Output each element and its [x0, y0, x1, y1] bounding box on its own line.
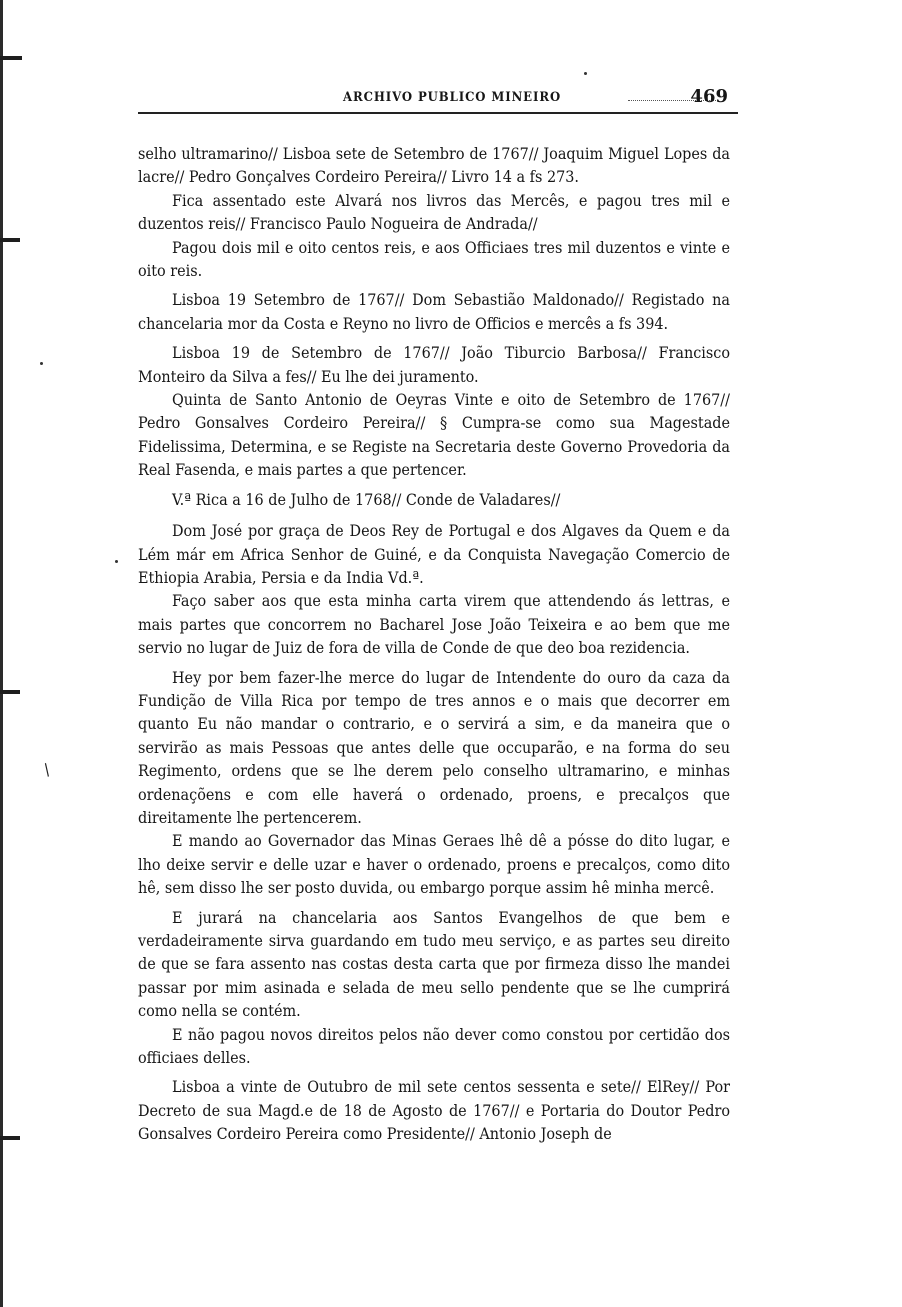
binding-edge-mark	[0, 1136, 20, 1140]
binding-edge-mark	[0, 690, 20, 694]
binding-edge-mark	[0, 56, 22, 60]
dated-signature-line: V.ª Rica a 16 de Julho de 1768// Conde de Valadares//	[172, 489, 561, 509]
binding-edge-mark	[0, 238, 20, 242]
paragraph: E mando ao Governador das Minas Geraes lhê dê a pósse do dito lugar, e lho deixe servir e delle uzar e haver o ordenado, proens e precalços, como dito hê, sem disso lhe ser posto duvida, ou embargo porque assim hê minha mercê.	[138, 831, 730, 898]
paragraph: Lisboa a vinte de Outubro de mil sete centos sessenta e sete// ElRey// Por Decreto de sua Magd.e de 18 de Agosto de 1767// e Portaria do Doutor Pedro Gonsalves Cordeiro Pereira como Presidente// Antonio Joseph de	[138, 1077, 730, 1144]
speck-mark: ∕	[39, 759, 54, 780]
paragraph: Hey por bem fazer-lhe merce do lugar de Intendente do ouro da caza da Fundição de Villa Rica por tempo de tres annos e o mais que decorrer em quanto Eu não mandar o contrario, e o servirá a sim, e da maneira que o servirão as mais Pessoas que antes delle que occuparão, e na forma do seu Regimento, ordens que se lhe derem pelo conselho ultramarino, e minhas ordenaçõens e com elle haverá o ordenado, proens, e precalços que direitamente lhe pertencerem.	[138, 667, 730, 827]
paragraph: Faço saber aos que esta minha carta virem que attendendo ás lettras, e mais partes que concorrem no Bacharel Jose João Teixeira e ao bem que me servio no lugar de Juiz de fora de villa de Conde de que deo boa rezidencia.	[138, 591, 730, 658]
paragraph: Fica assentado este Alvará nos livros das Mercês, e pagou tres mil e duzentos reis// Francisco Paulo Nogueira de Andrada//	[138, 190, 730, 234]
document-body	[138, 142, 730, 1146]
speck-mark	[584, 72, 587, 75]
paragraph: E não pagou novos direitos pelos não dever como constou por certidão dos officiaes delles.	[138, 1024, 730, 1068]
running-head	[138, 84, 738, 114]
paragraph: Lisboa 19 Setembro de 1767// Dom Sebastião Maldonado// Registado na chancelaria mor da Costa e Reyno no livro de Officios e mercês a fs 394.	[138, 290, 730, 333]
paragraph: E jurará na chancelaria aos Santos Evangelhos de que bem e verdadeiramente sirva guardando em tudo meu serviço, e as partes seu direito de que se fara assento nas costas desta carta que por firmeza disso lhe mandei passar por mim asinada e selada de meu sello pendente que se lhe cumprirá como nella se contém.	[138, 907, 730, 1021]
paragraph: Lisboa 19 de Setembro de 1767// João Tiburcio Barbosa// Francisco Monteiro da Silva a fes// Eu lhe dei juramento.	[138, 343, 730, 386]
paragraph: Dom José por graça de Deos Rey de Portugal e dos Algaves da Quem e da Lém már em Africa Senhor de Guiné, e da Conquista Navegação Comercio de Ethiopia Arabia, Persia e da India Vd.ª.	[138, 521, 730, 587]
paragraph: Quinta de Santo Antonio de Oeyras Vinte e oito de Setembro de 1767// Pedro Gonsalves Cordeiro Pereira// § Cumpra-se como sua Magestade Fidelissima, Determina, e se Registe na Secretaria deste Governo Provedoria da Real Fasenda, e mais partes a que pertencer.	[138, 390, 730, 480]
paragraph: selho ultramarino// Lisboa sete de Setembro de 1767// Joaquim Miguel Lopes da lacre// Pedro Gonçalves Cordeiro Pereira// Livro 14 a fs 273.	[138, 144, 730, 187]
running-head-title: ARCHIVO PUBLICO MINEIRO	[343, 90, 562, 105]
speck-mark	[40, 362, 43, 365]
binding-edge-line	[0, 0, 3, 1307]
paragraph: Pagou dois mil e oito centos reis, e aos Officiaes tres mil duzentos e vinte e oito reis.	[138, 237, 730, 281]
page-number: 469	[690, 86, 728, 107]
speck-mark	[115, 560, 118, 563]
